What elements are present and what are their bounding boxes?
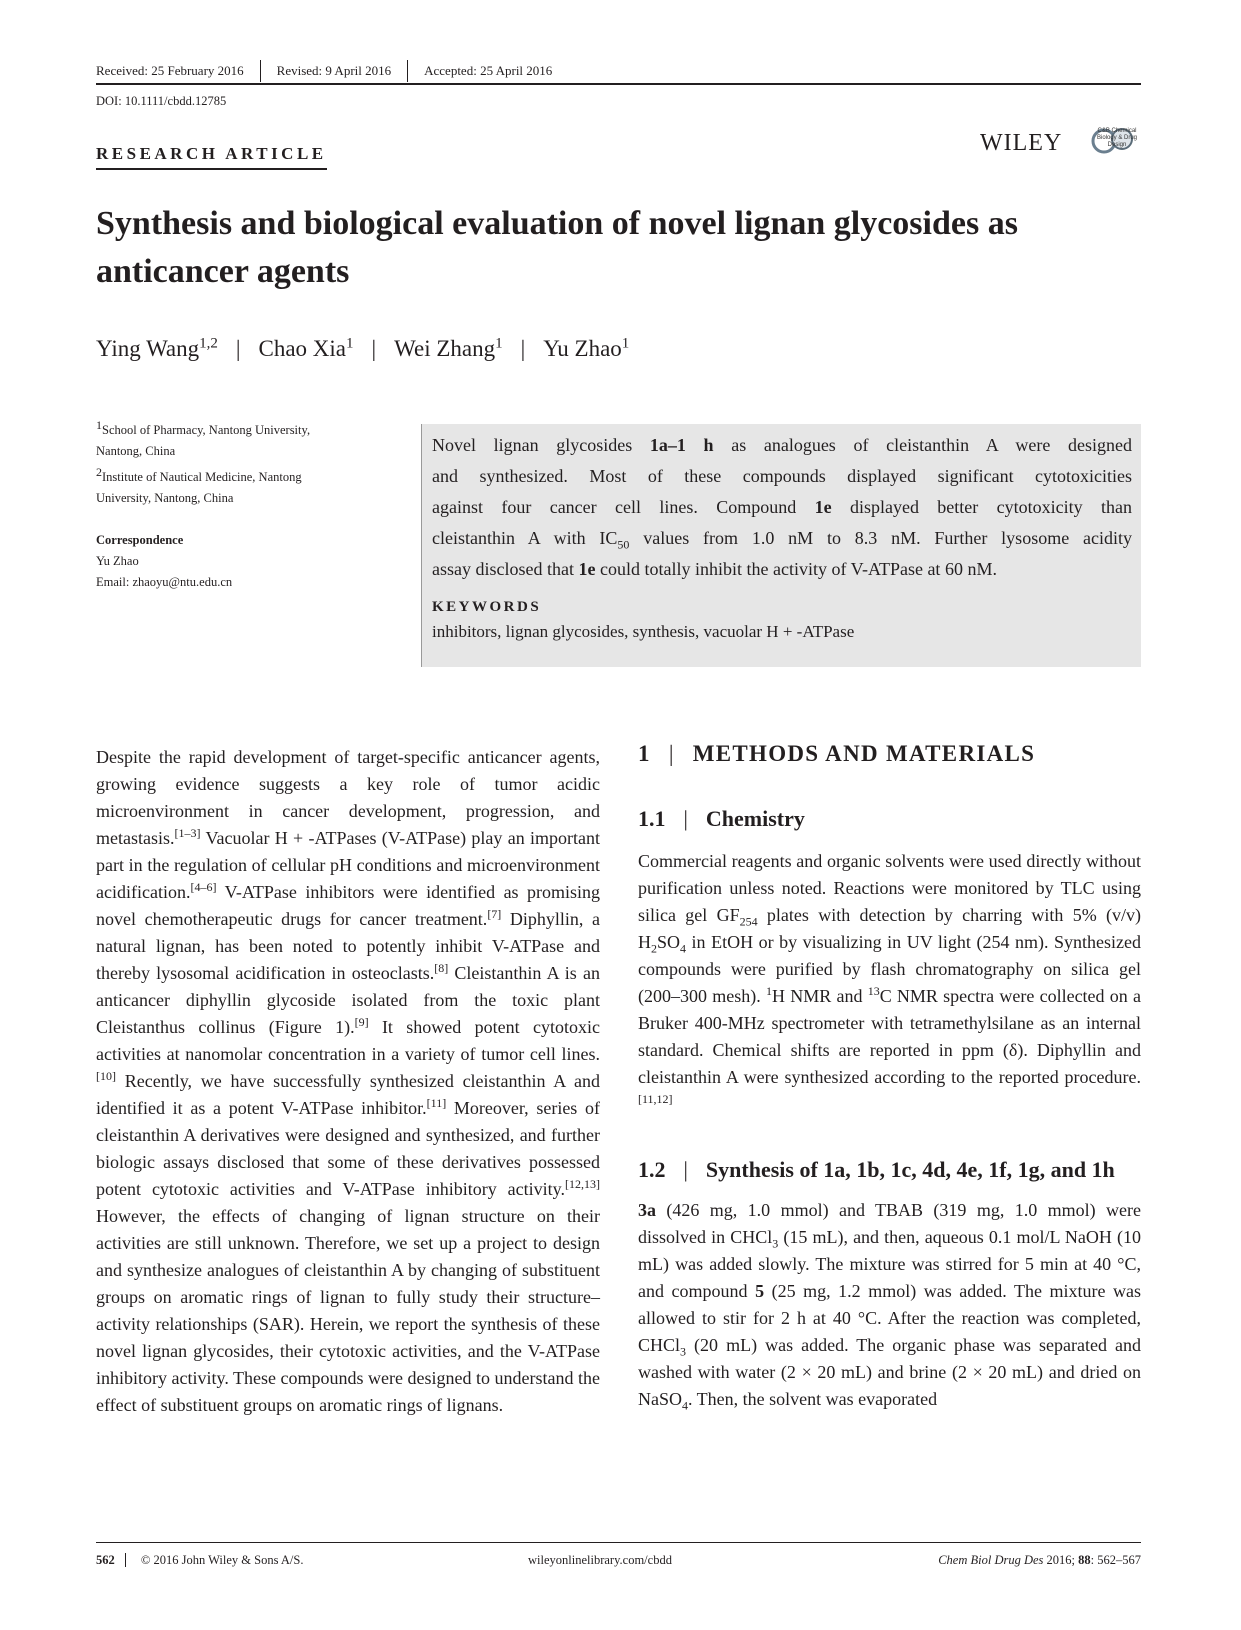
text-run: 1e bbox=[578, 559, 596, 579]
author-affiliation: 1 bbox=[346, 335, 354, 352]
text-run: [4–6] bbox=[190, 880, 217, 894]
methods-column bbox=[638, 740, 1141, 1413]
text-run: 13 bbox=[867, 984, 880, 998]
text-run: 5 bbox=[755, 1281, 765, 1301]
journal-url[interactable]: wileyonlinelibrary.com/cbdd bbox=[528, 1553, 672, 1567]
affiliation-text: School of Pharmacy, Nantong University, Nantong, China bbox=[96, 423, 311, 458]
text-run: 2 bbox=[651, 941, 657, 956]
accepted-date: Accepted: 25 April 2016 bbox=[407, 60, 568, 82]
author-affiliation: 1 bbox=[621, 335, 630, 352]
author-separator: | bbox=[520, 336, 526, 361]
correspondence-heading: Correspondence bbox=[96, 533, 184, 547]
text-run: Moreover, series of cleistanthin A derivatives were designed and synthesized, and further biologic assays disclosed that some of these derivatives possessed potent cytotoxic activities and V-ATPase inhibitory activity. bbox=[96, 1098, 600, 1199]
journal-name: Chem Biol Drug Des bbox=[938, 1553, 1044, 1567]
revised-date: Revised: 9 April 2016 bbox=[260, 60, 407, 82]
footer bbox=[96, 1553, 1141, 1568]
journal-logo-text: C&B Chemical Biology & Drug Design bbox=[1096, 128, 1138, 148]
separator: | bbox=[683, 1157, 688, 1182]
text-run: Diphyllin, a natural lignan, has been noted to potently inhibit V-ATPase and thereby lysosomal acidification in osteoclasts. bbox=[96, 909, 600, 983]
section-number: 1 bbox=[638, 741, 651, 766]
text-run: plates with detection by charring with 5% (v/v) H bbox=[638, 905, 1141, 952]
author-separator: | bbox=[235, 336, 241, 361]
text-run: [12,13] bbox=[565, 1177, 600, 1191]
text-run: Despite the rapid development of target-specific anticancer agents, growing evidence suggests a key role of tumor acidic microenvironment in cancer development, progression, and metastasis. bbox=[96, 747, 600, 848]
article-title: Synthesis and biological evaluation of novel lignan glycosides as anticancer agents bbox=[96, 205, 1018, 290]
text-run: [11] bbox=[426, 1096, 447, 1110]
article-type: RESEARCH ARTICLE bbox=[96, 144, 327, 170]
intro-paragraph bbox=[96, 744, 600, 1419]
correspondence bbox=[96, 530, 356, 593]
keywords-heading: KEYWORDS bbox=[432, 599, 542, 615]
history-dates bbox=[96, 60, 568, 82]
section-heading-1-2 bbox=[638, 1156, 1141, 1183]
section-title: METHODS AND MATERIALS bbox=[692, 741, 1036, 766]
text-run: (15 mL), and then, aqueous 0.1 mol/L NaOH (10 mL) was added slowly. The mixture was stirred for 5 min at 40 °C, and compound bbox=[638, 1227, 1142, 1301]
section-heading-1 bbox=[638, 740, 1141, 767]
text-run: as analogues of cleistanthin A were designed bbox=[713, 435, 1132, 455]
abstract-line bbox=[432, 430, 1132, 461]
correspondence-email[interactable]: Email: zhaoyu@ntu.edu.cn bbox=[96, 575, 233, 589]
author-separator: | bbox=[371, 336, 377, 361]
section-title: Chemistry bbox=[705, 806, 805, 831]
text-run: 254 bbox=[739, 914, 758, 929]
year: 2016; bbox=[1046, 1553, 1076, 1567]
text-run: in EtOH or by visualizing in UV light (254 nm). Synthesized compounds were purified by flash chromatography on silica gel (200–300 mesh). bbox=[638, 932, 1141, 1006]
separator: | bbox=[668, 741, 675, 766]
text-run: 3a bbox=[638, 1200, 656, 1220]
text-run: [9] bbox=[354, 1015, 369, 1029]
text-run: displayed better cytotoxicity than bbox=[831, 497, 1132, 517]
text-run: It showed potent cytotoxic activities at nanomolar concentration in a variety of tumor cell lines. bbox=[96, 1017, 600, 1064]
section-number: 1.2 bbox=[638, 1157, 666, 1182]
copyright: © 2016 John Wiley & Sons A/S. bbox=[140, 1553, 304, 1567]
header-rule bbox=[96, 83, 1141, 85]
pages: : 562–567 bbox=[1090, 1553, 1141, 1567]
text-run: [11,12] bbox=[638, 1092, 673, 1106]
separator: | bbox=[683, 806, 688, 831]
section-number: 1.1 bbox=[638, 806, 666, 831]
section-title: Synthesis of 1a, 1b, 1c, 4d, 4e, 1f, 1g, and 1h bbox=[705, 1157, 1115, 1182]
text-run: assay disclosed that bbox=[432, 559, 579, 579]
text-run: However, the effects of changing of lignan structure on their activities are still unknown. Therefore, we set up a project to design and synthesize analogues of cleistanthin A by changing of substituent groups on aromatic rings of lignan to fully study their structure–activity relationships (SAR). Herein, we report the synthesis of these novel lignan glycosides, their cytotoxic activities, and the V-ATPase inhibitory activity. These compounds were designed to understand the effect of substituent groups on aromatic rings of lignans. bbox=[96, 1206, 600, 1415]
author-list bbox=[96, 336, 629, 362]
text-run: Novel lignan glycosides bbox=[432, 435, 650, 455]
abstract-box bbox=[421, 424, 1141, 667]
text-run: cleistanthin A with IC bbox=[432, 528, 618, 548]
author-affiliation: 1,2 bbox=[199, 335, 218, 352]
text-run: Cleistanthin A is an anticancer diphyllin glycoside isolated from the toxic plant Cleistanthus collinus (Figure 1). bbox=[96, 963, 600, 1037]
text-run: Vacuolar H + -ATPases (V-ATPase) play an important part in the regulation of cellular pH conditions and microenvironment acidification. bbox=[96, 828, 600, 902]
keywords-text: inhibitors, lignan glycosides, synthesis, vacuolar H + -ATPase bbox=[432, 622, 855, 641]
text-run: (426 mg, 1.0 mmol) and TBAB (319 mg, 1.0 mmol) were dissolved in CHCl bbox=[638, 1200, 1141, 1247]
text-run: Recently, we have successfully synthesized cleistanthin A and identified it as a potent V-ATPase inhibitor. bbox=[96, 1071, 600, 1118]
text-run: . Then, the solvent was evaporated bbox=[688, 1389, 938, 1409]
footer-rule bbox=[96, 1542, 1141, 1543]
correspondence-name: Yu Zhao bbox=[96, 554, 139, 568]
affiliation-1 bbox=[96, 417, 356, 462]
author-name: Chao Xia bbox=[258, 336, 347, 361]
text-run: 1e bbox=[814, 497, 832, 517]
received-date: Received: 25 February 2016 bbox=[96, 63, 244, 78]
doi: DOI: 10.1111/cbdd.12785 bbox=[96, 94, 227, 108]
author-affiliation: 1 bbox=[495, 335, 503, 352]
chemistry-paragraph bbox=[638, 848, 1141, 1118]
author-name: Yu Zhao bbox=[543, 336, 622, 361]
citation bbox=[938, 1553, 1141, 1568]
volume: 88 bbox=[1078, 1553, 1091, 1567]
text-run: against four cancer cell lines. Compound bbox=[432, 497, 815, 517]
intro-column bbox=[96, 744, 600, 1419]
text-run: 1a–1 h bbox=[649, 435, 714, 455]
abstract-line bbox=[432, 554, 1132, 585]
text-run: V-ATPase inhibitors were identified as promising novel chemotherapeutic drugs for cancer treatment. bbox=[96, 882, 600, 929]
affiliation-number: 2 bbox=[96, 464, 102, 479]
text-run: 50 bbox=[617, 537, 630, 552]
synthesis-paragraph bbox=[638, 1197, 1141, 1413]
author-name: Wei Zhang bbox=[394, 336, 496, 361]
affiliation-2 bbox=[96, 464, 356, 509]
publisher-logo: WILEY bbox=[980, 130, 1063, 156]
text-run: 3 bbox=[772, 1236, 779, 1251]
text-run: C NMR spectra were collected on a Bruker 400-MHz spectrometer with tetramethylsilane as an internal standard. Chemical shifts are reported in ppm (δ). Diphyllin and cleistanthin A were synthesized according to the reported procedure. bbox=[638, 986, 1142, 1087]
text-run: 4 bbox=[682, 1398, 688, 1413]
text-run: 3 bbox=[680, 1344, 687, 1359]
text-run: SO bbox=[657, 932, 681, 952]
text-run: (25 mg, 1.2 mmol) was added. The mixture was allowed to stir for 2 h at 40 °C. After the reaction was completed, CHCl bbox=[638, 1281, 1141, 1355]
text-run: could totally inhibit the activity of V-ATPase at 60 nM. bbox=[595, 559, 997, 579]
text-run: Commercial reagents and organic solvents were used directly without purification unless noted. Reactions were monitored by TLC using silica gel GF bbox=[638, 851, 1141, 925]
affiliation-text: Institute of Nautical Medicine, Nantong University, Nantong, China bbox=[96, 470, 302, 505]
affiliation-number: 1 bbox=[96, 417, 102, 432]
text-run: [1–3] bbox=[174, 826, 201, 840]
text-run: [10] bbox=[96, 1069, 116, 1083]
text-run: [8] bbox=[434, 961, 449, 975]
text-run: values from 1.0 nM to 8.3 nM. Further lysosome acidity bbox=[629, 528, 1132, 548]
text-run: H NMR and bbox=[771, 986, 868, 1006]
text-run: 4 bbox=[680, 941, 687, 956]
text-run: and synthesized. Most of these compounds displayed significant cytotoxicities bbox=[432, 466, 1132, 486]
text-run: 1 bbox=[765, 984, 772, 998]
abstract-text bbox=[432, 430, 1132, 585]
author-name: Ying Wang bbox=[96, 336, 200, 361]
abstract-line bbox=[432, 461, 1132, 492]
text-run: [7] bbox=[487, 907, 502, 921]
abstract-line bbox=[432, 523, 1132, 554]
section-heading-1-1 bbox=[638, 805, 1141, 832]
page-number: 562 bbox=[96, 1553, 126, 1567]
text-run: (20 mL) was added. The organic phase was separated and washed with water (2 × 20 mL) and brine (2 × 20 mL) and dried on NaSO bbox=[638, 1335, 1141, 1409]
abstract-line bbox=[432, 492, 1132, 523]
